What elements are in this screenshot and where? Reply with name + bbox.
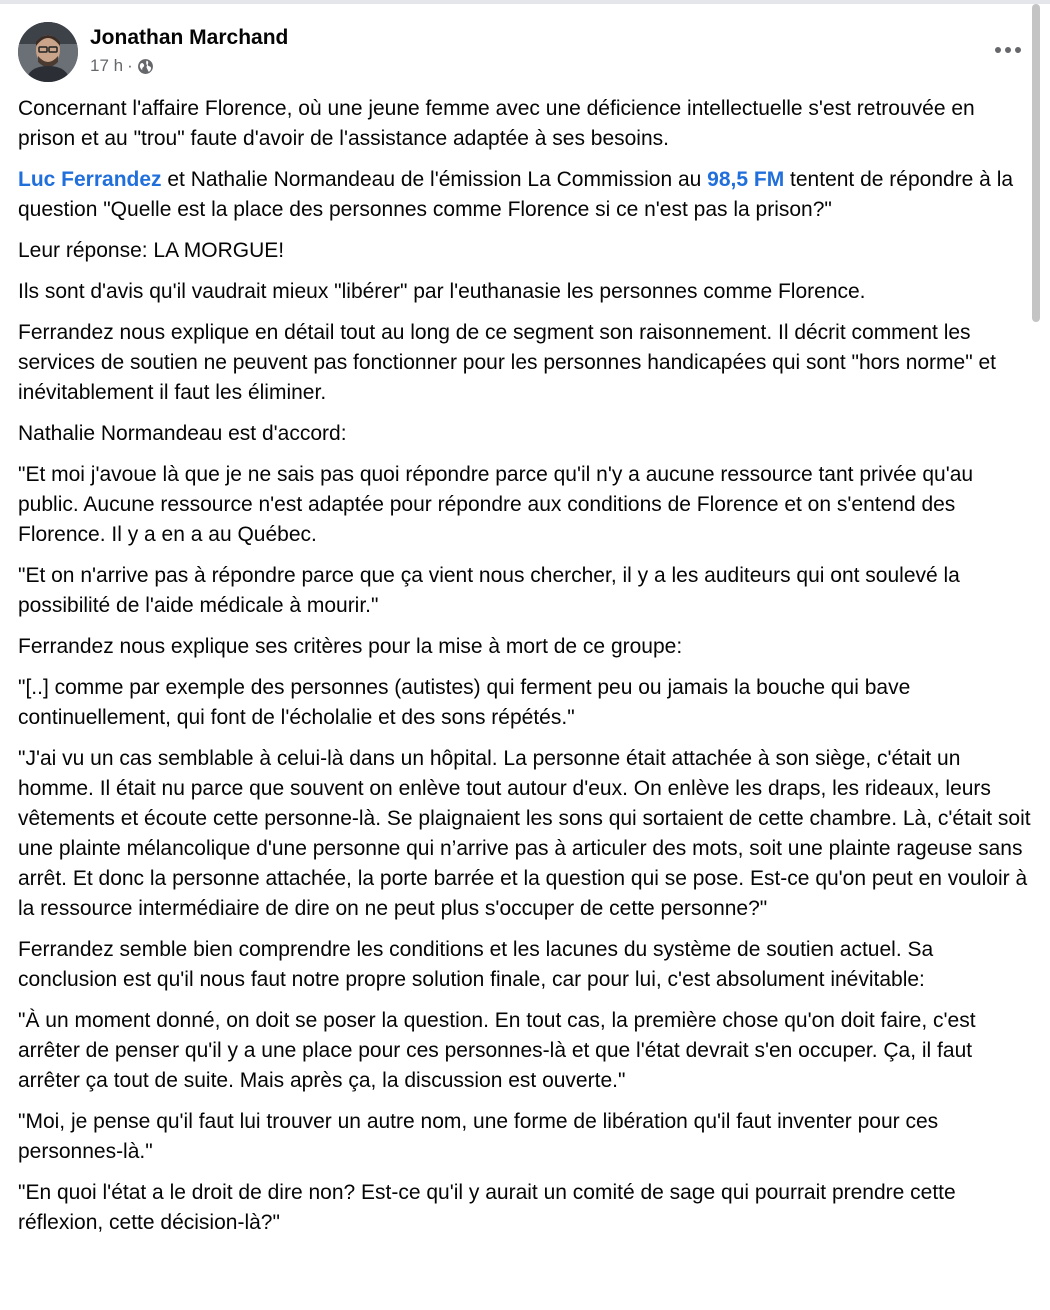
more-options-icon (993, 46, 1023, 54)
mention-text-2: tentent de répondre à la question "Quelle est la place des personnes comme Florence si ce n'est pas la prison?" (18, 168, 1014, 221)
post-header (18, 22, 1028, 84)
paragraph-3: Leur réponse: LA MORGUE! (18, 239, 285, 262)
paragraph-10: "[..] comme par exemple des personnes (autistes) qui ferment peu ou jamais la bouche qui bave continuellement, qui font de l'écholalie et des sons répétés." (18, 676, 911, 729)
mention-text-1: et Nathalie Normandeau de l'émission La Commission au (161, 168, 708, 191)
post-meta (90, 56, 154, 76)
paragraph-8: "Et on n'arrive pas à répondre parce que ça vient nous chercher, il y a les auditeurs qui ont soulevé la possibilité de l'aide médicale à mourir." (18, 564, 960, 617)
meta-separator: · (127, 56, 133, 75)
paragraph-15: "En quoi l'état a le droit de dire non? Est-ce qu'il y aurait un comité de sage qui pourrait prendre cette réflexion, cette décision-là?" (18, 1181, 956, 1234)
paragraph-12: Ferrandez semble bien comprendre les conditions et les lacunes du système de soutien actuel. Sa conclusion est qu'il nous faut notre propre solution finale, car pour lui, c'est absolument inévitable: (18, 938, 934, 991)
more-options-button[interactable] (988, 36, 1028, 64)
post-text (18, 94, 1034, 1249)
globe-icon[interactable] (137, 58, 154, 75)
paragraph-13: "À un moment donné, on doit se poser la question. En tout cas, la première chose qu'on doit faire, c'est arrêter de penser qu'il y a une place pour ces personnes-là et que l'état devrait s'en occuper. Ça, il faut arrêter ça tout de suite. Mais après ça, la discussion est ouverte." (18, 1009, 976, 1092)
paragraph-7: "Et moi j'avoue là que je ne sais pas quoi répondre parce qu'il n'y a aucune ressource tant privée qu'au public. Aucune ressource n'est adaptée pour répondre aux conditions de Florence et on s'entend des Florence. Il y a en a au Québec. (18, 463, 974, 546)
mention-luc-ferrandez[interactable]: Luc Ferrandez (18, 168, 162, 191)
mention-98-5-fm[interactable]: 98,5 FM (707, 168, 785, 191)
paragraph-1: Concernant l'affaire Florence, où une jeune femme avec une déficience intellectuelle s'est retrouvée en prison et au "trou" faute d'avoir de l'assistance adaptée à ses besoins. (18, 97, 975, 150)
paragraph-14: "Moi, je pense qu'il faut lui trouver un autre nom, une forme de libération qu'il faut inventer pour ces personnes-là." (18, 1110, 939, 1163)
paragraph-6: Nathalie Normandeau est d'accord: (18, 422, 347, 445)
post-time[interactable]: 17 h (90, 56, 124, 75)
paragraph-11: "J'ai vu un cas semblable à celui-là dans un hôpital. La personne était attachée à son siège, c'était un homme. Il était nu parce que souvent on enlève tout autour d'eux. On enlève les draps, les rideaux, leurs vêtements et écoute cette personne-là. Se plaignaient les sons qui sortaient de cette chambre. Là, c'était soit une plainte mélancolique d'une personne qui n’arrive pas à articuler des mots, soit une plainte rageuse sans arrêt. Et donc la personne attachée, la porte barrée et la question qui se pose. Est-ce qu'on peut en vouloir à la ressource intermédiaire de dire on ne peut plus s'occuper de cette personne?" (18, 747, 1031, 920)
paragraph-5: Ferrandez nous explique en détail tout au long de ce segment son raisonnement. Il décrit comment les services de soutien ne peuvent pas fonctionner pour les personnes handicapées qui sont "hors norme" et inévitablement il faut les éliminer. (18, 321, 997, 404)
author-name[interactable]: Jonathan Marchand (90, 26, 289, 49)
paragraph-4: Ils sont d'avis qu'il vaudrait mieux "libérer" par l'euthanasie les personnes comme Florence. (18, 280, 866, 303)
top-border (0, 0, 1050, 4)
paragraph-9: Ferrandez nous explique ses critères pour la mise à mort de ce groupe: (18, 635, 683, 658)
paragraph-mentions (18, 165, 1034, 225)
avatar[interactable] (18, 22, 78, 82)
